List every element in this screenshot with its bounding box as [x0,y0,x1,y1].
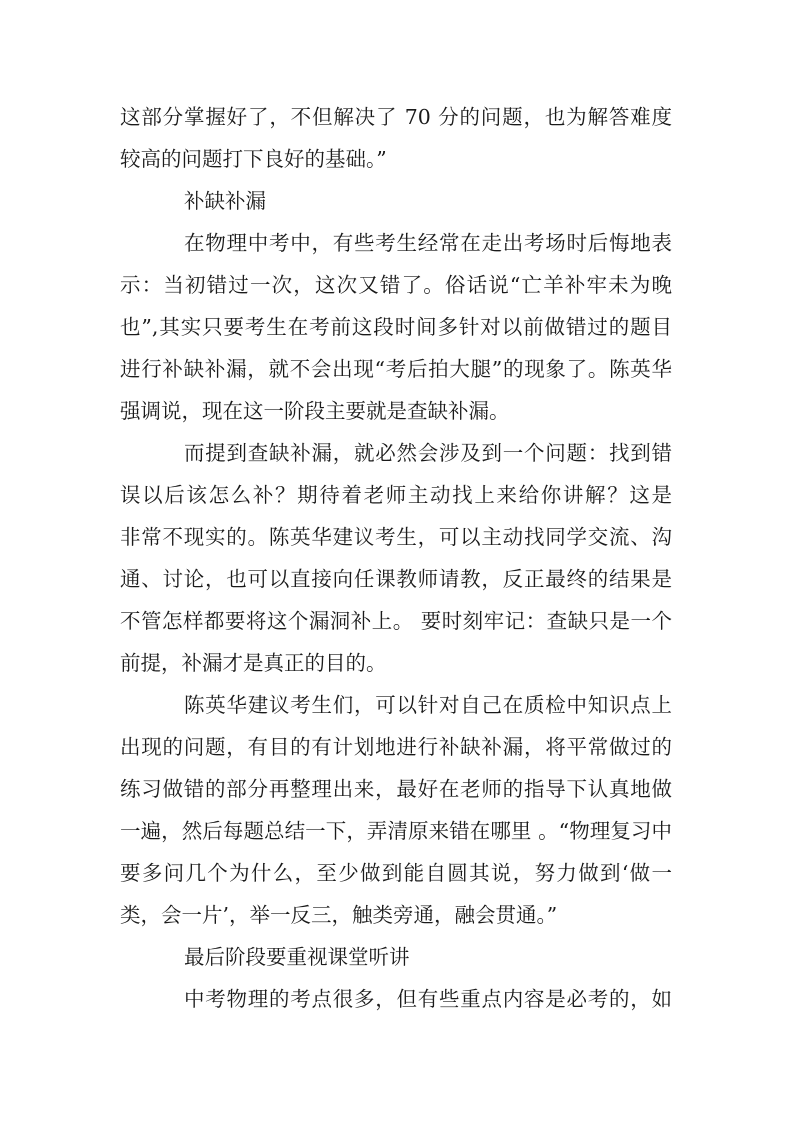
text-line: 练习做错的部分再整理出来，最好在老师的指导下认真地做 [120,777,672,801]
text-line: 也”,其实只要考生在考前这段时间多针对以前做错过的题目 [120,315,672,339]
text-line: 类，会一片’，举一反三，触类旁通，融会贯通。” [120,903,558,927]
text-line: 强调说，现在这一阶段主要就是查缺补漏。 [120,399,510,423]
text-line: 非常不现实的。陈英华建议考生，可以主动找同学交流、沟 [120,525,672,549]
text-line: 中考物理的考点很多，但有些重点内容是必考的，如 [184,987,672,1011]
section-heading [120,180,672,222]
text-line: 示：当初错过一次，这次又错了。俗话说“亡羊补牢未为晚 [120,273,672,297]
paragraph [120,222,672,432]
text-line: 前提，补漏才是真正的目的。 [120,651,387,675]
text-line: 在物理中考中，有些考生经常在走出考场时后悔地表 [184,231,672,255]
text-line: 陈英华建议考生们，可以针对自己在质检中知识点上 [184,693,672,717]
paragraph [120,978,672,1020]
text-line: 要多问几个为什么，至少做到能自圆其说，努力做到‘做一 [120,861,672,885]
text-line: 进行补缺补漏，就不会出现“考后拍大腿”的现象了。陈英华 [120,357,672,381]
paragraph [120,684,672,936]
heading-text: 最后阶段要重视课堂听讲 [184,945,410,969]
text-line: 一遍，然后每题总结一下，弄清原来错在哪里 。“物理复习中 [120,819,672,843]
paragraph [120,96,672,180]
document-body [120,96,672,1020]
text-line: 不管怎样都要将这个漏洞补上。 要时刻牢记：查缺只是一个 [120,609,672,633]
heading-text: 补缺补漏 [184,189,266,213]
section-heading [120,936,672,978]
text-line: 而提到查缺补漏，就必然会涉及到一个问题：找到错 [184,441,672,465]
text-line: 这部分掌握好了，不但解决了 70 分的问题，也为解答难度 [120,105,672,129]
text-line: 通、讨论，也可以直接向任课教师请教，反正最终的结果是 [120,567,672,591]
text-line: 出现的问题，有目的有计划地进行补缺补漏，将平常做过的 [120,735,672,759]
text-line: 较高的问题打下良好的基础。” [120,147,387,171]
text-line: 误以后该怎么补？期待着老师主动找上来给你讲解？这是 [120,483,672,507]
paragraph [120,432,672,684]
